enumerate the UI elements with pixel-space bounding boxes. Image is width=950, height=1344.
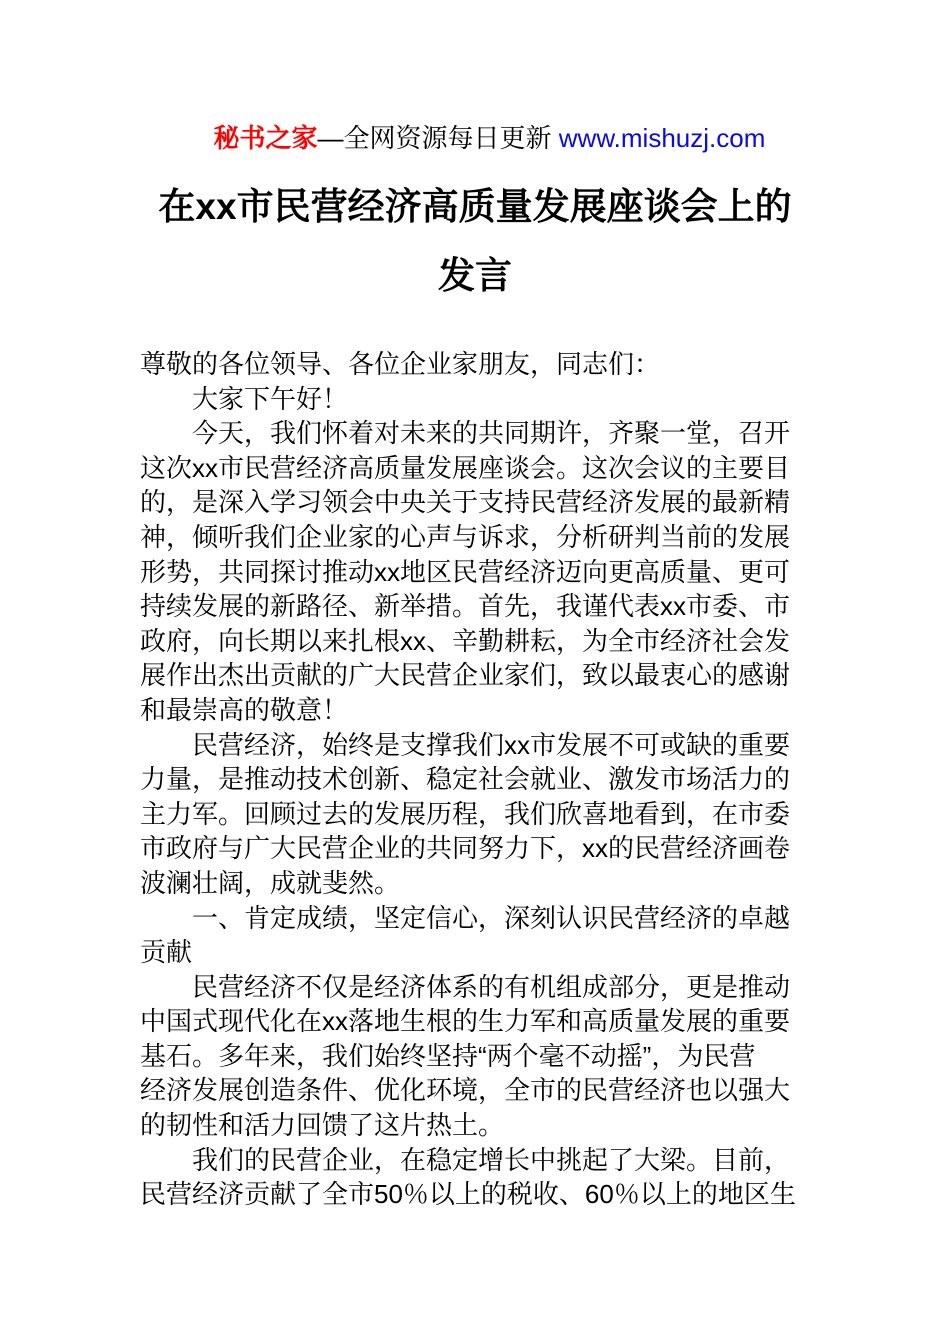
site-name: 秘书之家	[213, 123, 318, 153]
body-text-line: 和最崇高的敬意！	[140, 694, 349, 725]
body-text-line: 一、肯定成绩，坚定信心，深刻认识民营经济的卓越	[140, 902, 791, 933]
body-text-line: 市政府与广大民营企业的共同努力下，xx的民营经济画卷	[140, 833, 791, 864]
body-text-line: 今天，我们怀着对未来的共同期许，齐聚一堂，召开	[140, 418, 791, 449]
document-title	[140, 172, 810, 310]
body-text-line: 贡献	[140, 937, 193, 968]
body-text-line: 的，是深入学习领会中央关于支持民营经济发展的最新精	[140, 487, 791, 518]
body-text-line: 波澜壮阔，成就斐然。	[140, 867, 401, 898]
site-tagline: —全网资源每日更新	[317, 123, 559, 153]
body-text-line: 持续发展的新路径、新举措。首先，我谨代表xx市委、市	[140, 591, 791, 622]
document-title-line: 在xx市民营经济高质量发展座谈会上的	[158, 186, 792, 227]
body-text-line: 力量，是推动技术创新、稳定社会就业、激发市场活力的	[140, 764, 791, 795]
body-text-line: 基石。多年来，我们始终坚持“两个毫不动摇”，为民营	[140, 1040, 756, 1071]
body-text-line: 主力军。回顾过去的发展历程，我们欣喜地看到，在市委	[140, 798, 791, 829]
document-title-line: 发言	[438, 255, 512, 296]
document-body	[140, 347, 810, 1212]
body-text-line: 神，倾听我们企业家的心声与诉求，分析研判当前的发展	[140, 521, 791, 552]
body-text-line: 民营经济不仅是经济体系的有机组成部分，更是推动	[140, 971, 791, 1002]
body-text-line: 尊敬的各位领导、各位企业家朋友，同志们：	[140, 349, 661, 379]
body-text-line: 这次xx市民营经济高质量发展座谈会。这次会议的主要目	[140, 452, 791, 483]
body-text-line: 民营经济，始终是支撑我们xx市发展不可或缺的重要	[140, 729, 791, 760]
body-text-line: 我们的民营企业，在稳定增长中挑起了大梁。目前，	[140, 1144, 791, 1175]
body-text-line: 政府，向长期以来扎根xx、辛勤耕耘，为全市经济社会发	[140, 625, 791, 656]
site-url-link[interactable]: www.mishuzj.com	[558, 123, 766, 153]
body-text-line: 大家下午好！	[140, 383, 349, 414]
body-text-line: 展作出杰出贡献的广大民营企业家们，致以最衷心的感谢	[140, 660, 791, 691]
body-text-line: 的韧性和活力回馈了这片热土。	[140, 1110, 505, 1141]
body-text-line: 民营经济贡献了全市50％以上的税收、60％以上的地区生	[140, 1179, 796, 1210]
body-text-line: 形势，共同探讨推动xx地区民营经济迈向更高质量、更可	[140, 556, 791, 587]
body-text-line: 经济发展创造条件、优化环境，全市的民营经济也以强大	[140, 1075, 791, 1106]
body-text-line: 中国式现代化在xx落地生根的生力军和高质量发展的重要	[140, 1006, 791, 1037]
